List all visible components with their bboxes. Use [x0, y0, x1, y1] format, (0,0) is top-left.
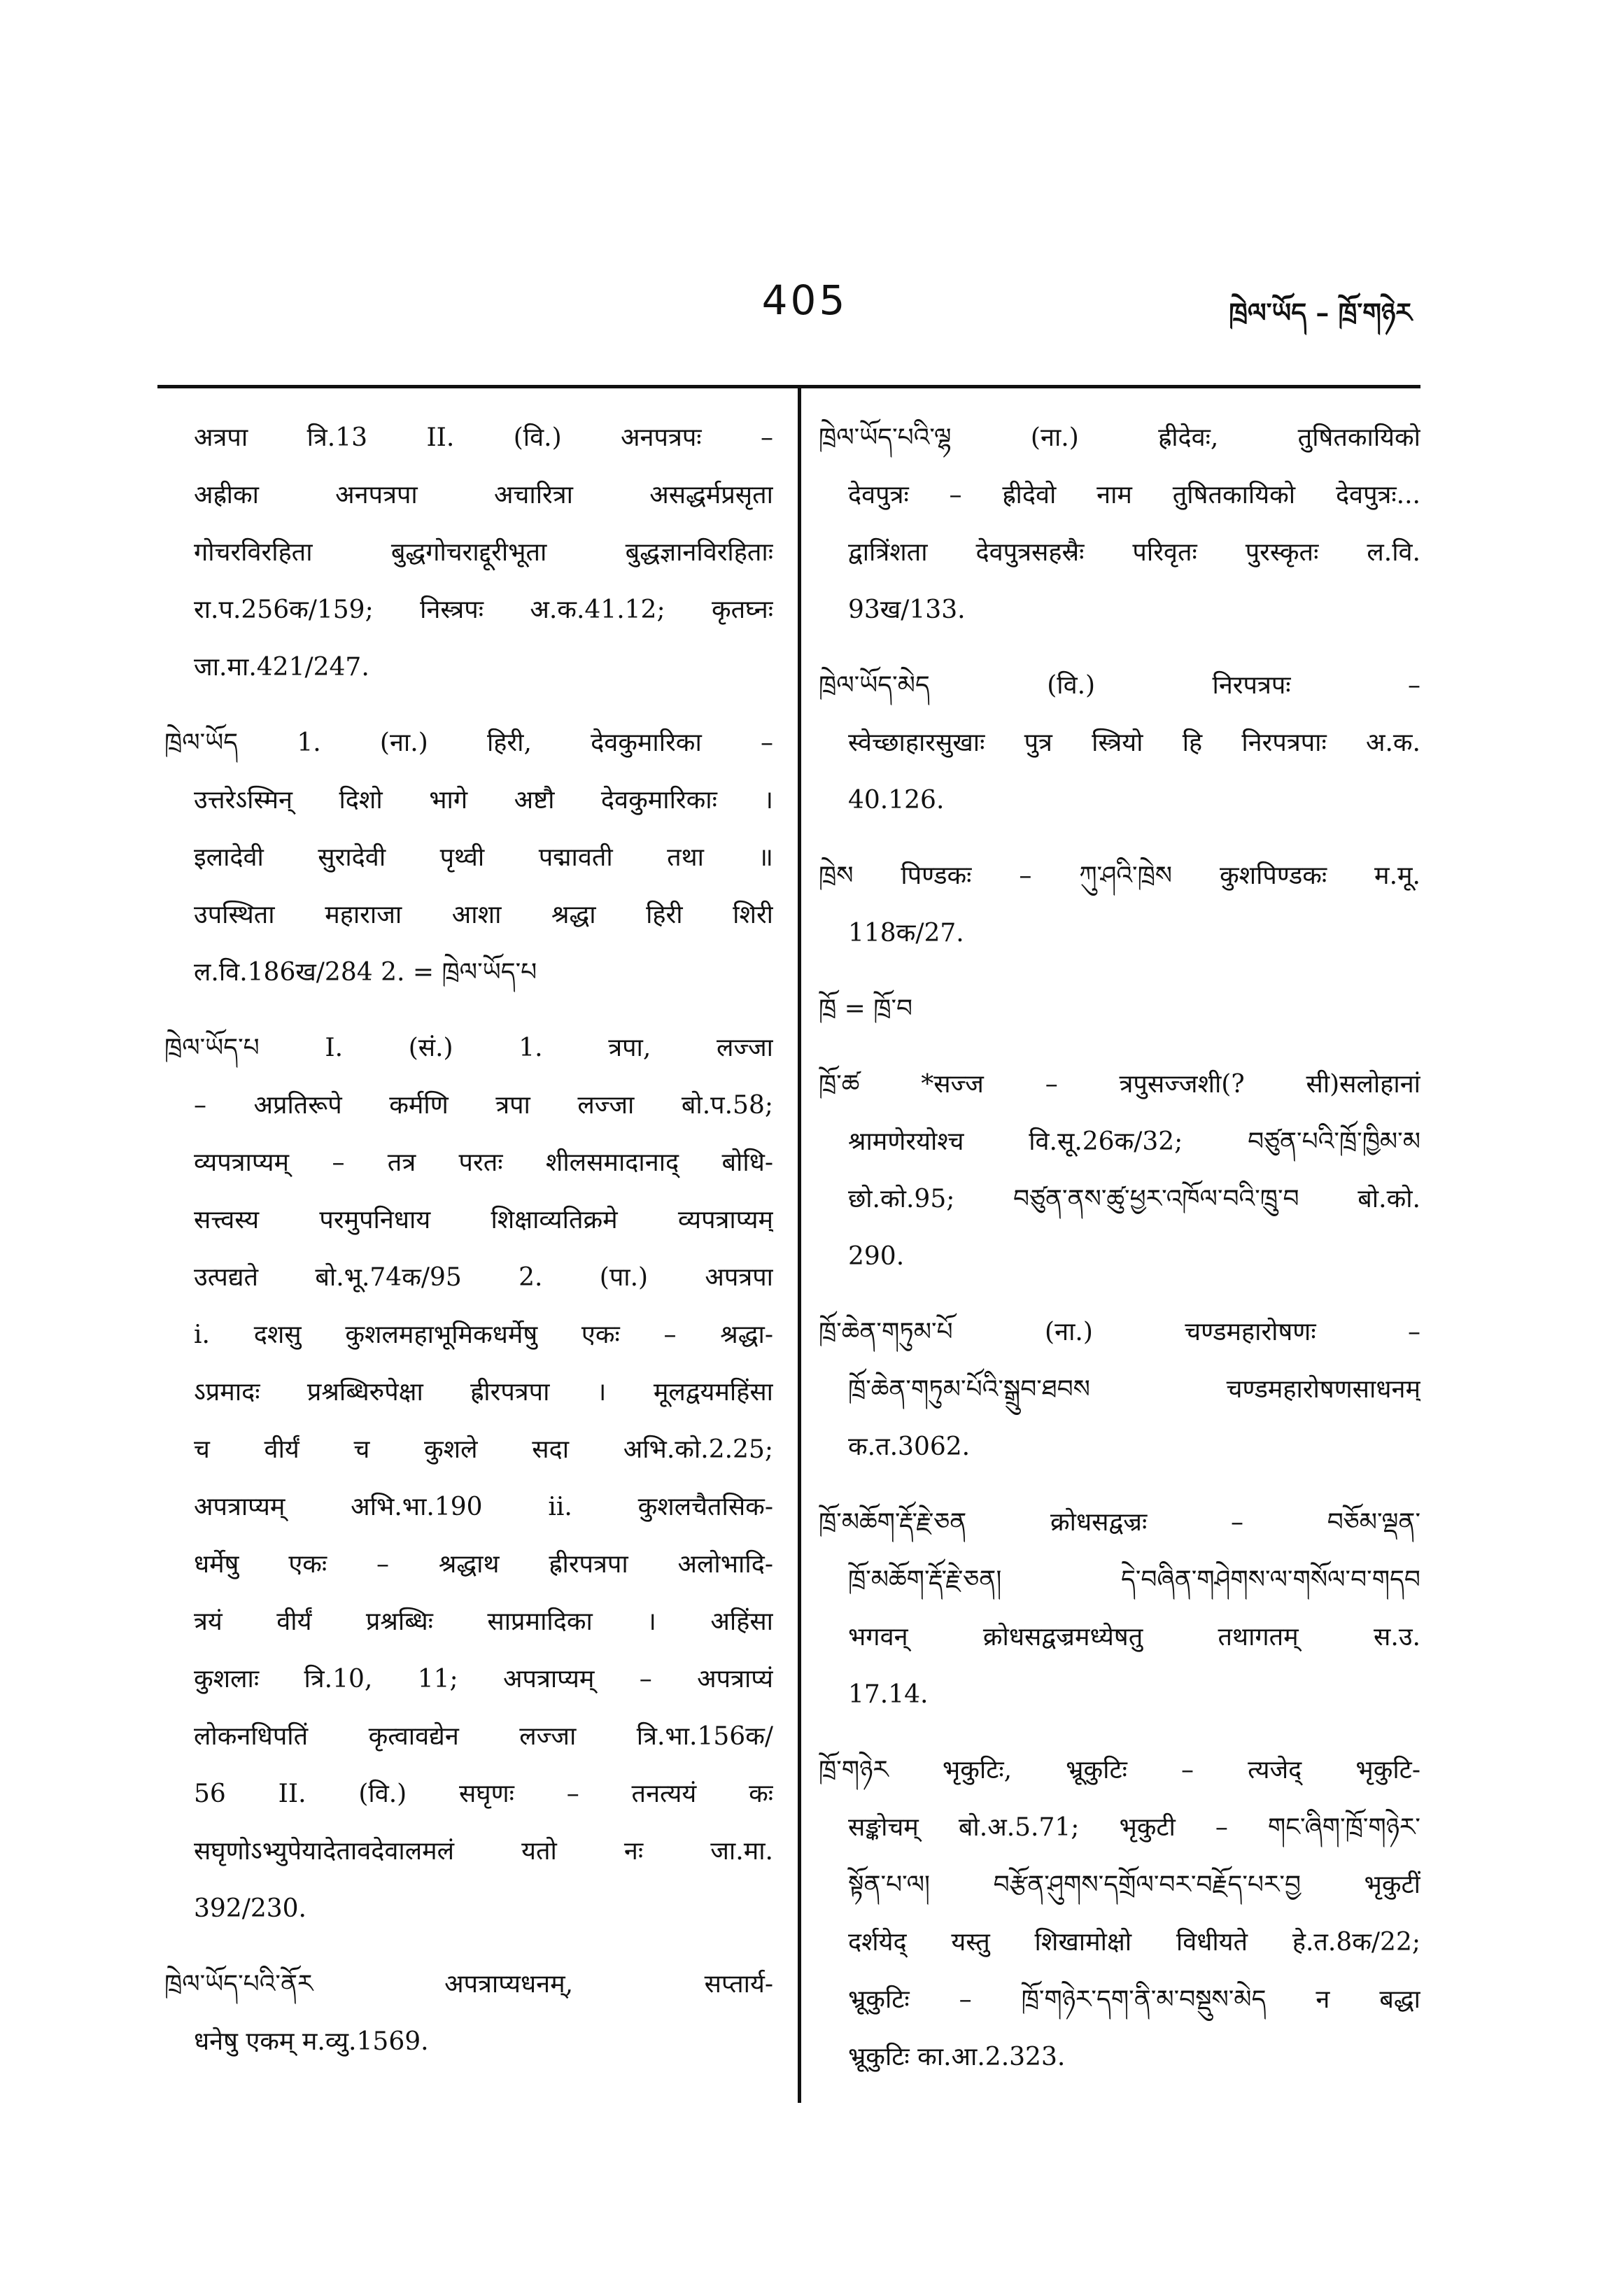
entry-line: भ्रूकुटिः का.आ.2.323. [848, 2043, 1066, 2071]
entry-line: उपस्थिता महाराजा आशा श्रद्धा हिरी शिरी [194, 901, 773, 929]
entry-line: ཁྲེལ་ཡོད་པའི་ནོར अपत्राप्यधनम्, सप्तार्य- [164, 1970, 773, 1999]
entry-line: ཁྲོ་ཚ *सज्ज – त्रपुसज्जशी(? सी)सलोहानां [819, 1070, 1420, 1099]
entry-line: 118क/27. [848, 919, 964, 948]
entry-line: 56 II. (वि.) सघृणः – तनत्ययं कः [194, 1780, 773, 1808]
entry-line: ཁྲེལ་ཡོད་པའི་ལྷ (ना.) ह्रीदेवः, तुषितकायिको [819, 423, 1420, 452]
entry-gap [819, 829, 1420, 847]
entry-gap [164, 1001, 773, 1020]
entry-line: कुशलाः त्रि.10, 11; अपत्राप्यम् – अपत्राप्यं [194, 1665, 773, 1693]
entry-line: दर्शयेद् यस्तु शिखामोक्षो विधीयते हे.त.8क/22; [848, 1928, 1420, 1957]
entry-line: द्वात्रिंशता देवपुत्रसहस्रैः परिवृतः पुरस्कृतः ल.वि. [848, 538, 1420, 567]
entry-line: ल.वि.186ख/284 2. = ཁྲེལ་ཡོད་པ [194, 958, 537, 987]
entry-gap [819, 1724, 1420, 1742]
entry-line: – अप्रतिरूपे कर्मणि त्रपा लज्जा बो.प.58; [194, 1091, 773, 1120]
entry-line: ཁྲོ་ཆེན་གཏུམ་པོ (ना.) चण्डमहारोषणः – [819, 1318, 1420, 1346]
entry-line: ཁྲོ་ཆེན་གཏུམ་པོའི་སྒྲུབ་ཐབས चण्डमहारोषणसाधनम् [848, 1375, 1420, 1404]
entry-line: क.त.3062. [848, 1432, 971, 1461]
entry-gap [164, 1938, 773, 1956]
entry-line: देवपुत्रः – ह्रीदेवो नाम तुषितकायिको देवपुत्रः... [848, 481, 1420, 509]
entry-line: 17.14. [848, 1680, 929, 1709]
entry-line: ऽप्रमादः प्रश्रब्धिरुपेक्षा ह्रीरपत्रपा । मूलद्वयमहिंसा [194, 1378, 773, 1407]
entry-line: च वीर्यं च कुशले सदा अभि.को.2.25; [194, 1435, 773, 1464]
entry-line: धर्मेषु एकः – श्रद्धाथ ह्रीरपत्रपा अलोभादि- [194, 1550, 773, 1579]
entry-line: སྟོན་པ་ལ། བརྩོན་ཤུགས་དགྲོལ་བར་བརྗོད་པར་བྱ भृकुटीं [848, 1871, 1420, 1899]
entry-line: लोकनधिपतिं कृत्वावद्येन लज्जा त्रि.भा.156क/ [194, 1722, 773, 1751]
entry-line: ཁྲེལ་ཡོད་མེད (वि.) निरपत्रपः – [819, 671, 1420, 700]
entry-gap [819, 1286, 1420, 1304]
header-rule [157, 385, 1420, 388]
entry-line: 93ख/133. [848, 596, 966, 624]
entry-line: 40.126. [848, 786, 945, 815]
entry-line: भगवन् क्रोधसद्वज्रमध्येषतु तथागतम् स.उ. [848, 1623, 1420, 1651]
entry-line: भ्रूकुटिः – ཁྲོ་གཉེར་དག་ནི་མ་བསྡུས་མེད न बद्धा [848, 1985, 1420, 2014]
entry-line: छो.को.95; བཙུན་ནས་ཚུ་ཕྱར་འཁོལ་བའི་ཁྲུ་བ बो.को. [848, 1185, 1420, 1213]
entry-gap [164, 696, 773, 714]
entry-line: गोचरविरहिता बुद्धगोचराद्दूरीभूता बुद्धज्ञानविरहिताः [194, 538, 773, 567]
entry-line: जा.मा.421/247. [194, 653, 369, 682]
entry-line: ཁྲེལ་ཡོད་པ I. (सं.) 1. त्रपा, लज्जा [164, 1034, 773, 1062]
entry-line: स्वेच्छाहारसुखाः पुत्र स्त्रियो हि निरपत्रपाः अ.क. [848, 728, 1420, 757]
entry-line: 290. [848, 1242, 905, 1271]
entry-line: इलादेवी सुरादेवी पृथ्वी पद्मावती तथा ॥ [194, 843, 773, 872]
page-number: 405 [761, 276, 848, 324]
entry-line: अपत्राप्यम् अभि.भा.190 ii. कुशलचैतसिक- [194, 1493, 773, 1521]
entry-gap [819, 1476, 1420, 1494]
left-column [164, 409, 773, 2071]
entry-line: सङ्कोचम् बो.अ.5.71; भृकुटी – གང་ཞིག་ཁྲོ་གཉེར་ [848, 1813, 1420, 1842]
entry-line: ཁྲེས पिण्डकः – ཀུ་ཤའི་ཁྲེས कुशपिण्डकः म.मू. [819, 861, 1420, 890]
entry-line: i. दशसु कुशलमहाभूमिकधर्मेषु एकः – श्रद्धा- [194, 1320, 773, 1349]
column-divider [798, 388, 801, 2103]
entry-gap [819, 639, 1420, 657]
entry-line: ཁྲོ = ཁྲོ་བ [819, 994, 913, 1023]
right-column [819, 409, 1420, 2086]
entry-line: उत्पद्यते बो.भू.74क/95 2. (पा.) अपत्रपा [194, 1263, 773, 1292]
entry-gap [819, 1038, 1420, 1056]
entry-line: 392/230. [194, 1894, 306, 1923]
entry-line: रा.प.256क/159; निस्त्रपः अ.क.41.12; कृतघ्नः [194, 596, 773, 624]
entry-line: अत्रपा त्रि.13 II. (वि.) अनपत्रपः – [194, 423, 773, 452]
entry-line: ཁྲོ་མཆོག་རྡོ་རྗེ་ཅན། དེ་བཞིན་གཤེགས་ལ་གསོལ་བ་གདབ [848, 1565, 1420, 1594]
entry-line: अह्रीका अनपत्रपा अचारित्रा असद्धर्मप्रसृता [194, 481, 773, 509]
entry-line: त्रयं वीर्यं प्रश्रब्धिः साप्रमादिका । अहिंसा [194, 1607, 773, 1636]
entry-line: ཁྲོ་གཉེར भृकुटिः, भ्रूकुटिः – त्यजेद् भृकुटि- [819, 1756, 1420, 1784]
entry-line: ཁྲེལ་ཡོད 1. (ना.) हिरी, देवकुमारिका – [164, 728, 773, 757]
entry-line: ཁྲོ་མཆོག་རྡོ་རྗེ་ཅན क्रोधसद्वज्रः – བཅོམ་ལྡན་ [819, 1508, 1420, 1537]
entry-line: सघृणोऽभ्युपेयादेतावदेवालमलं यतो नः जा.मा. [194, 1837, 773, 1866]
entry-line: सत्त्वस्य परमुपनिधाय शिक्षाव्यतिक्रमे व्यपत्राप्यम् [194, 1206, 773, 1234]
entry-gap [819, 962, 1420, 980]
entry-line: धनेषु एकम् म.व्यु.1569. [194, 2027, 429, 2056]
running-head: ཁྲེལ་ཡོད – ཁྲོ་གཉེར [1229, 297, 1412, 328]
entry-line: व्यपत्राप्यम् – तत्र परतः शीलसमादानाद् बोधि- [194, 1148, 773, 1177]
entry-line: उत्तरेऽस्मिन् दिशो भागे अष्टौ देवकुमारिकाः । [194, 786, 773, 815]
entry-line: श्रामणेरयोश्च वि.सू.26क/32; བཙུན་པའི་ཁྲོ་ཁྱིམ་མ [848, 1127, 1420, 1156]
